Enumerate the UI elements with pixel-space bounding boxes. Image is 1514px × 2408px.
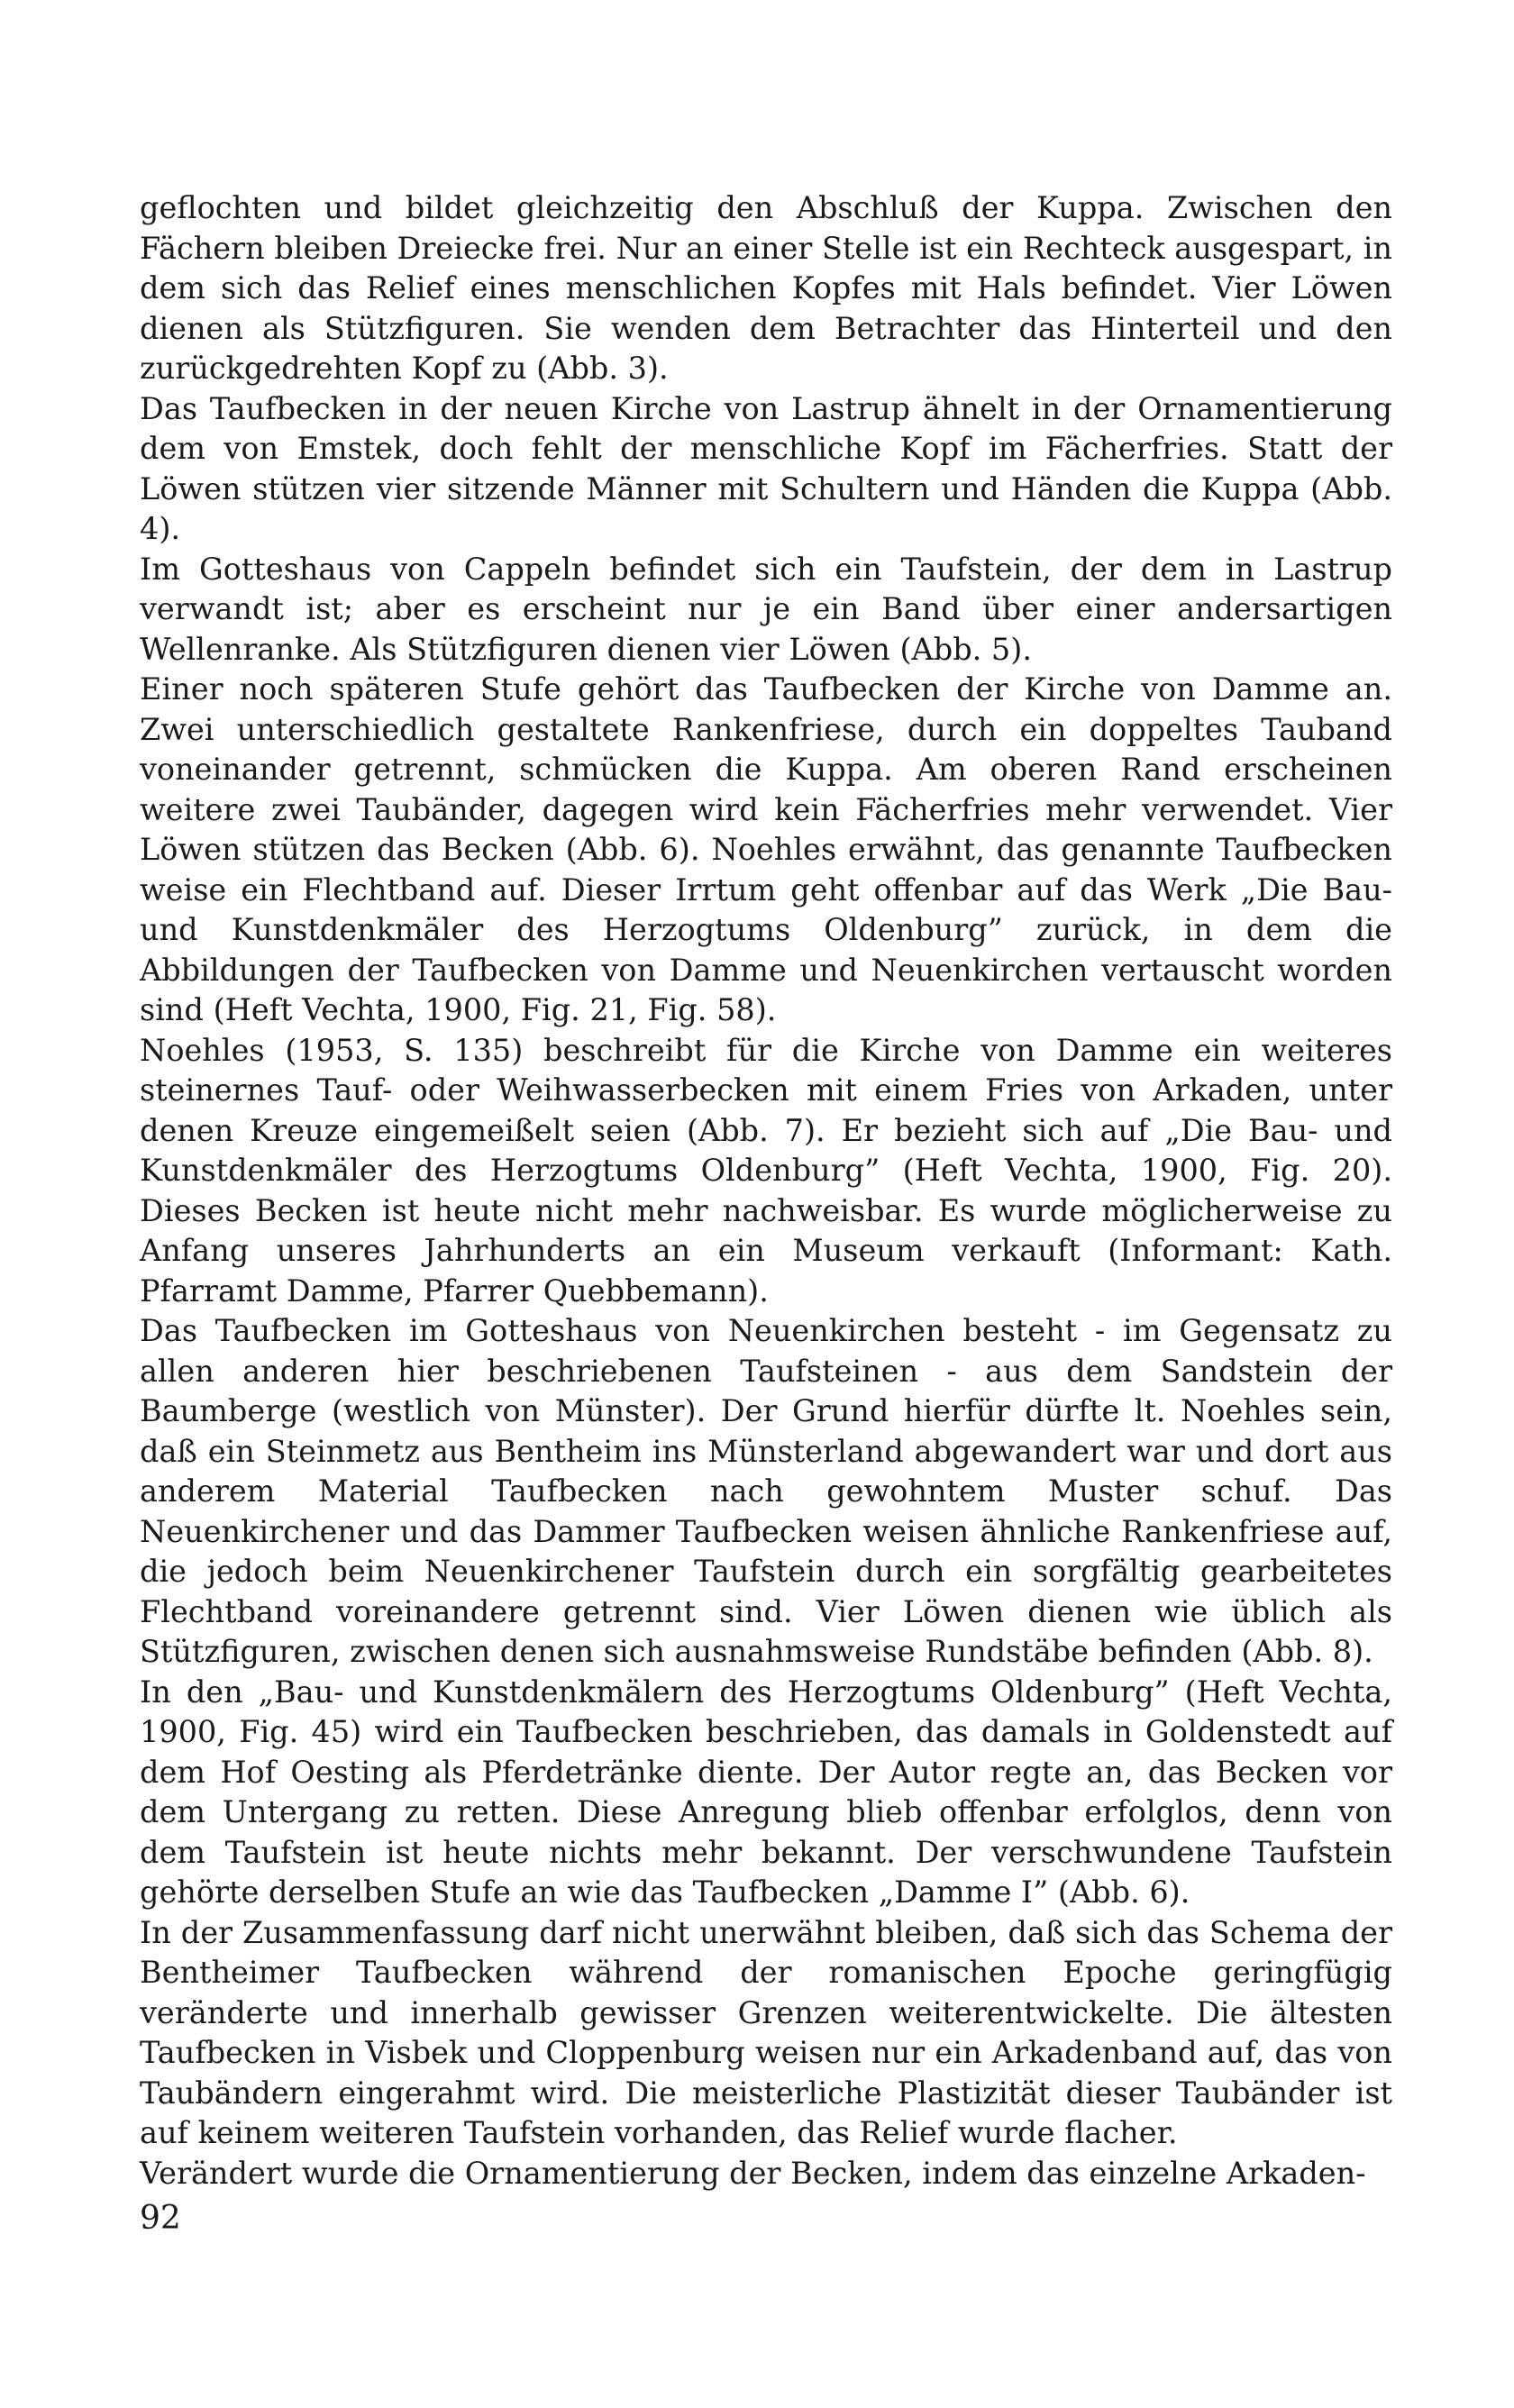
paragraph-2: Das Taufbecken in der neuen Kirche von Lastrup ähnelt in der Ornamentierung dem von Emstek, doch fehlt der menschliche Kopf im Fächerfries. Statt der Löwen stützen vier sitzende Männer mit Schultern und Händen die Kuppa (Abb. 4). <box>140 390 1392 546</box>
paragraph-9: Verändert wurde die Ornamentierung der Becken, indem das einzelne Arkaden- <box>140 2155 1366 2191</box>
paragraph-5: Noehles (1953, S. 135) beschreibt für die Kirche von Damme ein weiteres steinernes Tauf- oder Weihwasserbecken mit einem Fries von Arkaden, unter denen Kreuze eingemeißelt seien (Abb. 7). Er bezieht sich auf „Die Bau- und Kunstdenkmäler des Herzogtums Oldenburg” (Heft Vechta, 1900, Fig. 20). Dieses Becken ist heute nicht mehr nachweisbar. Es wurde möglicherweise zu Anfang unseres Jahrhunderts an ein Museum verkauft (Informant: Kath. Pfarramt Damme, Pfarrer Quebbemann). <box>140 1032 1392 1309</box>
paragraph-7: In den „Bau- und Kunstdenkmälern des Herzogtums Oldenburg” (Heft Vechta, 1900, Fig. 45) wird ein Taufbecken beschrieben, das damals in Goldenstedt auf dem Hof Oesting als Pferdetränke diente. Der Autor regte an, das Becken vor dem Untergang zu retten. Diese Anregung blieb offenbar erfolglos, denn von dem Taufstein ist heute nichts mehr bekannt. Der verschwundene Taufstein gehörte derselben Stufe an wie das Taufbecken „Damme I” (Abb. 6). <box>140 1674 1392 1910</box>
paragraph-8: In der Zusammenfassung darf nicht unerwähnt bleiben, daß sich das Schema der Bentheimer Taufbecken während der romanischen Epoche geringfügig veränderte und innerhalb gewisser Grenzen weiterentwickelte. Die ältesten Taufbecken in Visbek und Cloppenburg weisen nur ein Arkadenband auf, das von Taubändern eingerahmt wird. Die meisterliche Plastizität dieser Taubänder ist auf keinem weiteren Taufstein vorhanden, das Relief wurde flacher. <box>140 1914 1392 2150</box>
paragraph-3: Im Gotteshaus von Cappeln befindet sich ein Taufstein, der dem in Lastrup verwandt ist; aber es erscheint nur je ein Band über einer andersartigen Wellenranke. Als Stützfiguren dienen vier Löwen (Abb. 5). <box>140 551 1392 667</box>
paragraph-4: Einer noch späteren Stufe gehört das Taufbecken der Kirche von Damme an. Zwei unterschiedlich gestaltete Rankenfriese, durch ein doppeltes Tauband voneinander getrennt, schmücken die Kuppa. Am oberen Rand erscheinen weitere zwei Taubänder, dagegen wird kein Fächerfries mehr verwendet. Vier Löwen stützen das Becken (Abb. 6). Noehles erwähnt, das genannte Taufbecken weise ein Flechtband auf. Dieser Irrtum geht offenbar auf das Werk „Die Bau- und Kunstdenkmäler des Herzogtums Oldenburg” zurück, in dem die Abbildungen der Taufbecken von Damme und Neuenkirchen vertauscht worden sind (Heft Vechta, 1900, Fig. 21, Fig. 58). <box>140 671 1392 1027</box>
body-text <box>140 188 1392 2194</box>
paragraph-1: geflochten und bildet gleichzeitig den Abschluß der Kuppa. Zwischen den Fächern bleiben Dreiecke frei. Nur an einer Stelle ist ein Rechteck ausgespart, in dem sich das Relief eines menschlichen Kopfes mit Hals befindet. Vier Löwen dienen als Stützfiguren. Sie wenden dem Betrachter das Hinterteil und den zurückgedrehten Kopf zu (Abb. 3). <box>140 190 1392 386</box>
paragraph-6: Das Taufbecken im Gotteshaus von Neuenkirchen besteht - im Gegensatz zu allen anderen hier beschriebenen Taufsteinen - aus dem Sandstein der Baumberge (westlich von Münster). Der Grund hierfür dürfte lt. Noehles sein, daß ein Steinmetz aus Bentheim ins Münsterland abgewandert war und dort aus anderem Material Taufbecken nach gewohntem Muster schuf. Das Neuenkirchener und das Dammer Taufbecken weisen ähnliche Rankenfriese auf, die jedoch beim Neuenkirchener Taufstein durch ein sorgfältig gearbeitetes Flechtband voreinandere getrennt sind. Vier Löwen dienen wie üblich als Stützfiguren, zwischen denen sich ausnahmsweise Rundstäbe befinden (Abb. 8). <box>140 1313 1392 1669</box>
page-number: 92 <box>140 2200 181 2237</box>
